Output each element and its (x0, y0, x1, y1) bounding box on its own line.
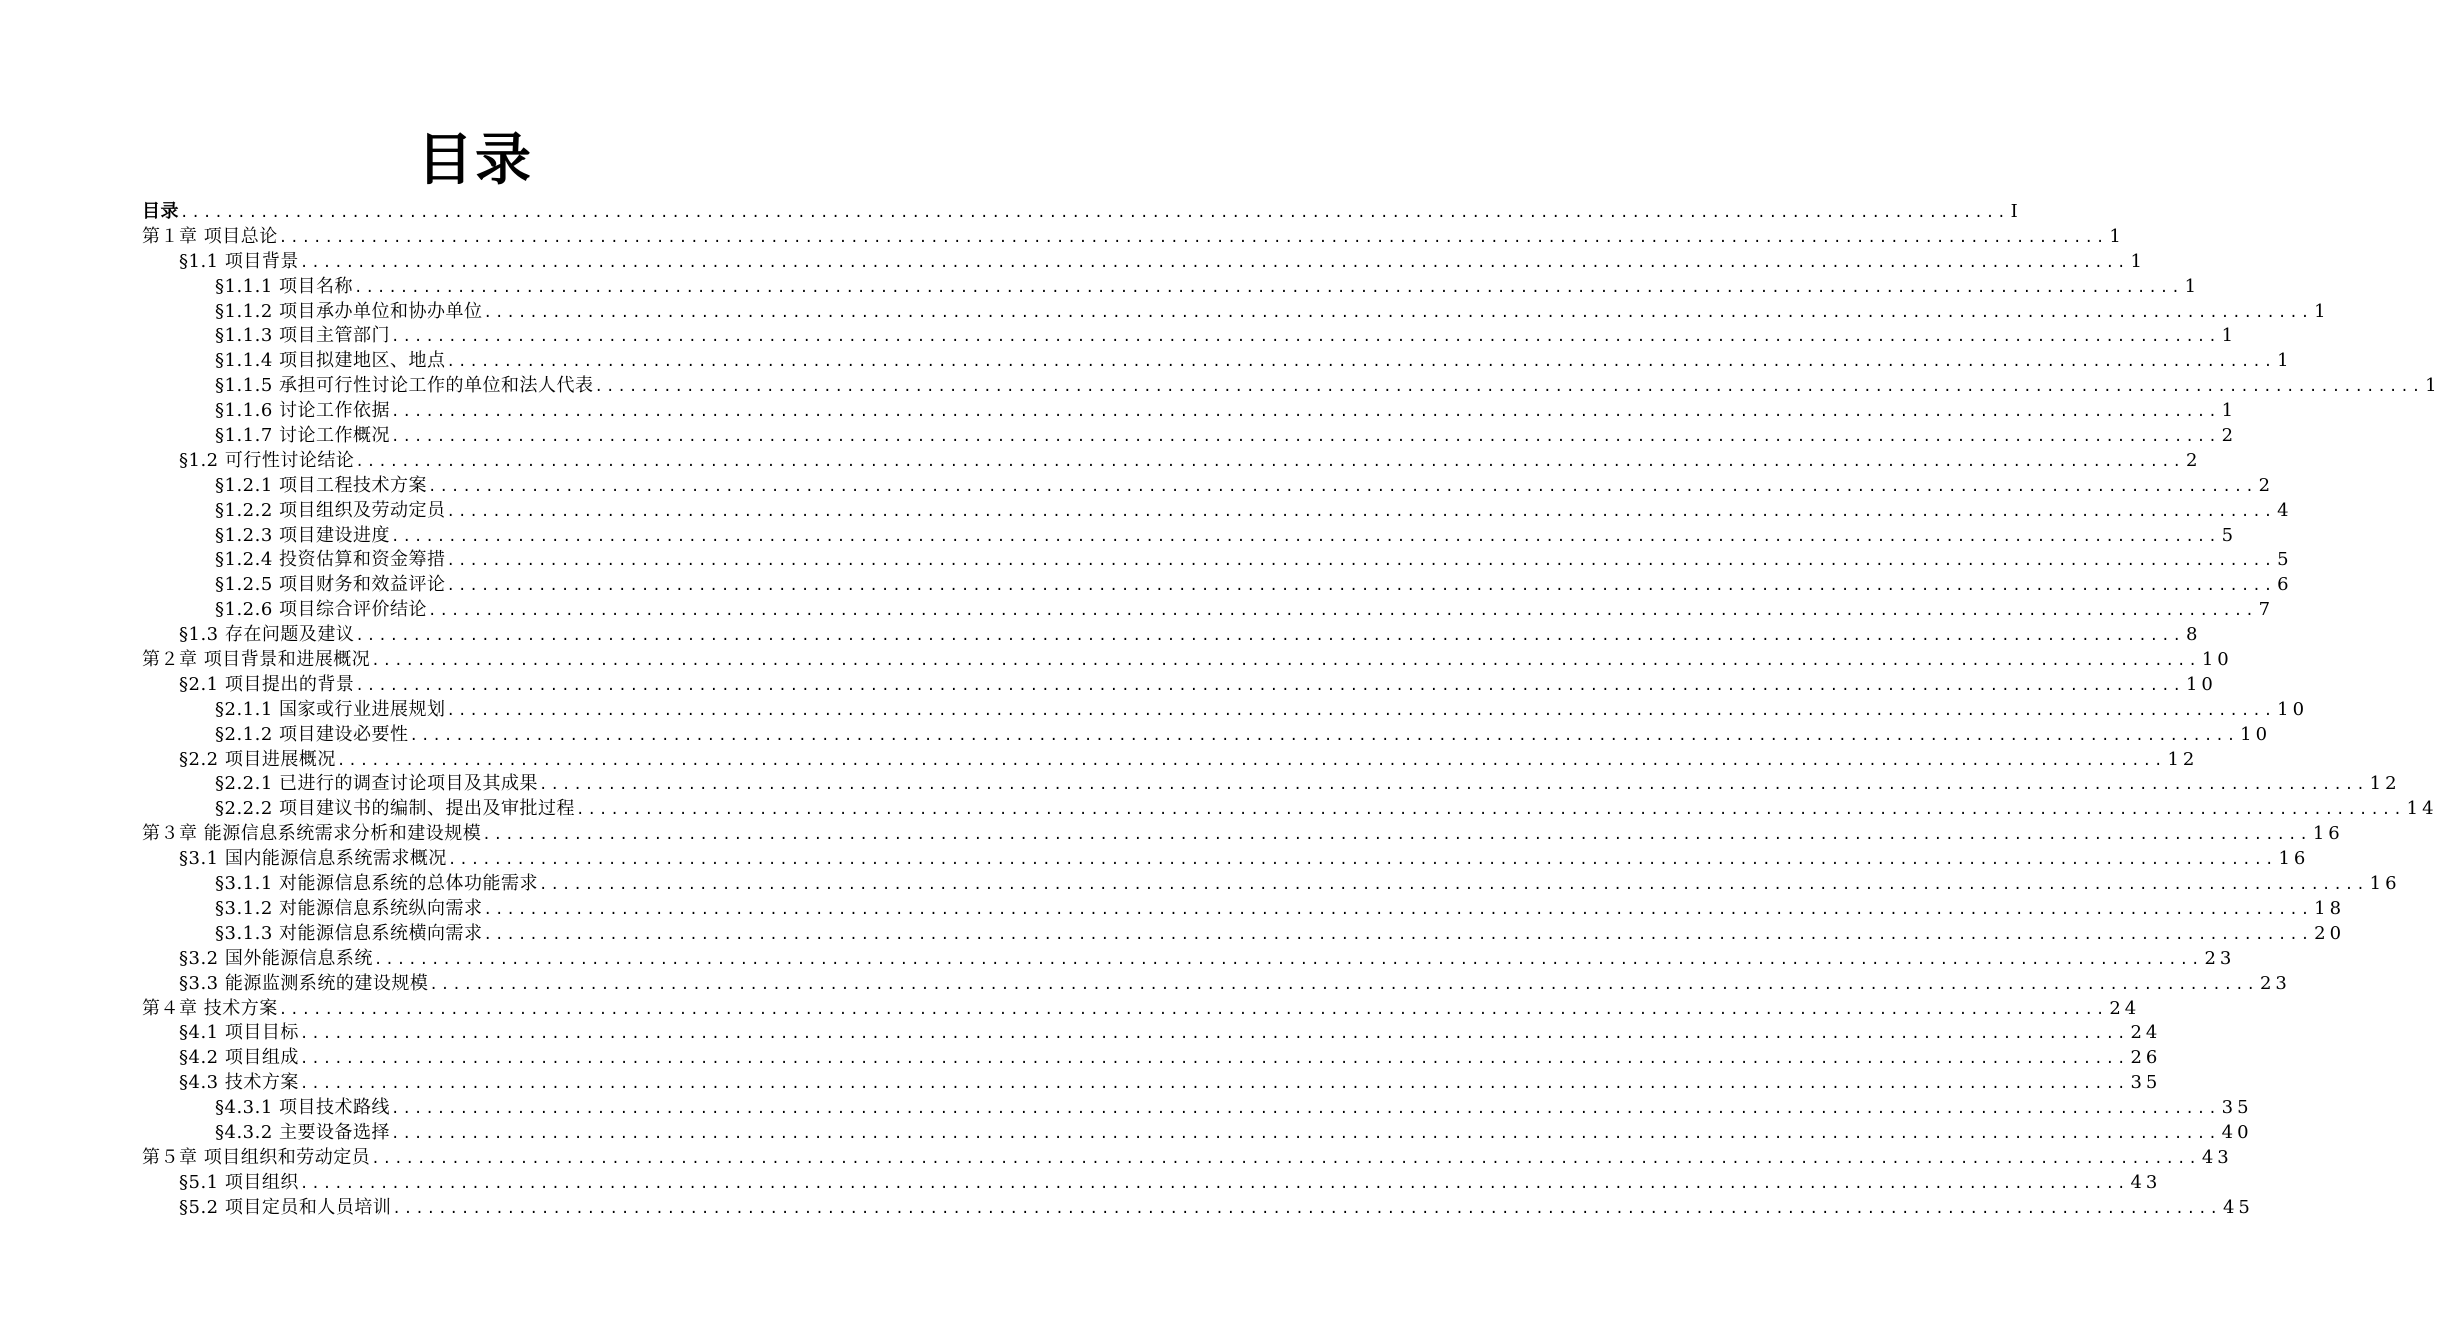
toc-entry-title: §1.2.5 项目财务和效益评论 (215, 574, 446, 596)
toc-entry[interactable] (142, 548, 2293, 573)
toc-page-number: 1 (2425, 375, 2441, 397)
toc-entry[interactable] (142, 922, 2346, 947)
dot-leader: ................................................................................................................................................................ (355, 677, 2184, 694)
toc-entry[interactable] (142, 499, 2293, 524)
toc-entry[interactable] (142, 748, 2199, 773)
toc-entry[interactable] (142, 449, 2202, 474)
dot-leader: ................................................................................................................................................................ (576, 802, 2405, 819)
dot-leader: ................................................................................................................................................................ (446, 578, 2276, 595)
toc-entry-title: §1.1.1 项目名称 (215, 275, 354, 297)
toc-page-number: 2 (2221, 425, 2238, 447)
toc-page-number: 16 (2278, 848, 2310, 870)
dot-leader: ................................................................................................................................................................ (354, 279, 2183, 296)
toc-entry[interactable] (142, 1146, 2233, 1171)
toc-page-number: 14 (2406, 798, 2438, 820)
dot-leader: ................................................................................................................................................................ (278, 229, 2108, 246)
toc-entry-title: §1.1.7 讨论工作概况 (215, 425, 391, 447)
toc-entry-title: 第２章 项目背景和进展概况 (142, 649, 371, 671)
dot-leader: ................................................................................................................................................................ (180, 205, 2009, 221)
dot-leader: ................................................................................................................................................................ (483, 926, 2313, 943)
toc-page-number: 12 (2369, 773, 2401, 795)
toc-page-number: 1 (2221, 400, 2238, 422)
toc-entry-title: §1.1 项目背景 (179, 250, 299, 272)
toc-page-number: 5 (2221, 524, 2238, 546)
toc-page-number: 43 (2130, 1171, 2162, 1193)
toc-page-number: 8 (2185, 624, 2202, 646)
toc-entry-title: §1.1.4 项目拟建地区、地点 (215, 350, 446, 372)
toc-entry[interactable] (142, 200, 2022, 225)
dot-leader: ................................................................................................................................................................ (299, 1051, 2129, 1068)
toc-entry-title: §3.1.2 对能源信息系统纵向需求 (215, 897, 483, 919)
toc-page-number: 6 (2277, 574, 2293, 596)
dot-leader: ................................................................................................................................................................ (373, 951, 2203, 968)
toc-entry[interactable] (142, 374, 2441, 399)
toc-page-number: 4 (2277, 499, 2293, 521)
dot-leader: ................................................................................................................................................................ (391, 1101, 2220, 1118)
toc-entry[interactable] (142, 1121, 2253, 1146)
dot-leader: ................................................................................................................................................................ (482, 827, 2311, 844)
toc-entry[interactable] (142, 399, 2238, 424)
toc-entry[interactable] (142, 822, 2344, 847)
dot-leader: ................................................................................................................................................................ (336, 752, 2166, 769)
dot-leader: ................................................................................................................................................................ (446, 702, 2276, 719)
toc-entry-title: §5.1 项目组织 (179, 1171, 299, 1193)
toc-entry-title: §2.2.1 已进行的调查讨论项目及其成果 (215, 773, 539, 795)
toc-entry-title: §2.2.2 项目建议书的编制、提出及审批过程 (215, 798, 576, 820)
dot-leader: ................................................................................................................................................................ (594, 379, 2424, 396)
dot-leader: ................................................................................................................................................................ (391, 1125, 2220, 1142)
toc-page-number: 23 (2204, 947, 2236, 969)
toc-page-number: 26 (2130, 1047, 2162, 1069)
toc-entry-title: §1.1.3 项目主管部门 (215, 325, 391, 347)
toc-page-number: 1 (2109, 225, 2125, 247)
dot-leader: ................................................................................................................................................................ (409, 727, 2239, 744)
toc-entry-title: §1.2.6 项目综合评价结论 (215, 599, 428, 621)
toc-page-number: 35 (2130, 1072, 2162, 1094)
toc-entry-title: 第５章 项目组织和劳动定员 (142, 1146, 371, 1168)
toc-page-number: 10 (2240, 723, 2272, 745)
dot-leader: ................................................................................................................................................................ (447, 852, 2277, 869)
toc-entry-title: §1.1.2 项目承办单位和协办单位 (215, 300, 483, 322)
toc-page-number: 1 (2314, 300, 2330, 322)
toc-page-number: 10 (2277, 698, 2309, 720)
dot-leader: ................................................................................................................................................................ (299, 1175, 2129, 1192)
dot-leader: ................................................................................................................................................................ (428, 478, 2257, 495)
toc-entry-title: §3.1 国内能源信息系统需求概况 (179, 848, 447, 870)
toc-entry-title: §2.2 项目进展概况 (179, 748, 336, 770)
toc-entry[interactable] (142, 648, 2233, 673)
toc-entry[interactable] (142, 349, 2293, 374)
toc-entry[interactable] (142, 1096, 2253, 1121)
toc-entry-title: §2.1.1 国家或行业进展规划 (215, 698, 446, 720)
dot-leader: ................................................................................................................................................................ (446, 354, 2276, 371)
dot-leader: ................................................................................................................................................................ (278, 1001, 2108, 1018)
toc-entry-title: §1.2.2 项目组织及劳动定员 (215, 499, 446, 521)
toc-page-number: 43 (2201, 1146, 2233, 1168)
toc-entry-title: §3.3 能源监测系统的建设规模 (179, 972, 429, 994)
toc-entry[interactable] (142, 524, 2238, 549)
toc-entry-title: §1.2.4 投资估算和资金筹措 (215, 549, 446, 571)
toc-entry[interactable] (142, 1021, 2162, 1046)
toc-page-number: 1 (2277, 350, 2293, 372)
toc-page-number: 20 (2314, 922, 2346, 944)
toc-page-number: 40 (2221, 1121, 2253, 1143)
toc-entry[interactable] (142, 1171, 2162, 1196)
toc-entry[interactable] (142, 250, 2146, 275)
toc-entry[interactable] (142, 872, 2401, 897)
toc-entry[interactable] (142, 573, 2293, 598)
toc-entry[interactable] (142, 897, 2346, 922)
toc-entry-title: §4.3.2 主要设备选择 (215, 1121, 391, 1143)
dot-leader: ................................................................................................................................................................ (391, 429, 2220, 446)
toc-entry[interactable] (142, 772, 2401, 797)
dot-leader: ................................................................................................................................................................ (483, 304, 2313, 321)
dot-leader: ................................................................................................................................................................ (483, 901, 2313, 918)
toc-entry[interactable] (142, 797, 2438, 822)
toc-page-number: 1 (2130, 250, 2146, 272)
toc-entry-title: 第３章 能源信息系统需求分析和建设规模 (142, 823, 482, 845)
toc-entry-title: §1.1.5 承担可行性讨论工作的单位和法人代表 (215, 375, 594, 397)
dot-leader: ................................................................................................................................................................ (429, 976, 2258, 993)
toc-page-number: 45 (2222, 1196, 2254, 1218)
toc-entry[interactable] (142, 847, 2310, 872)
toc-page-number: 24 (2130, 1022, 2162, 1044)
dot-leader: ................................................................................................................................................................ (539, 777, 2368, 794)
dot-leader: ................................................................................................................................................................ (371, 653, 2200, 670)
toc-page-number: 35 (2221, 1097, 2253, 1119)
toc-entry-title: §2.1.2 项目建设必要性 (215, 723, 409, 745)
toc-entry-title: 第１章 项目总论 (142, 225, 278, 247)
dot-leader: ................................................................................................................................................................ (446, 503, 2276, 520)
toc-page-number: 1 (2221, 325, 2238, 347)
toc-entry-title: §2.1 项目提出的背景 (179, 673, 355, 695)
toc-entry-title: §3.2 国外能源信息系统 (179, 947, 373, 969)
toc-entry-title: §1.2.1 项目工程技术方案 (215, 474, 428, 496)
toc-entry[interactable] (142, 324, 2238, 349)
page-title: 目录 (417, 127, 533, 193)
dot-leader: ................................................................................................................................................................ (299, 254, 2129, 271)
dot-leader: ................................................................................................................................................................ (299, 1026, 2129, 1043)
toc-page-number: 16 (2312, 823, 2344, 845)
toc-page-number: 10 (2201, 649, 2233, 671)
toc-entry[interactable] (142, 424, 2238, 449)
toc-entry[interactable] (142, 972, 2291, 997)
toc-entry[interactable] (142, 673, 2217, 698)
toc-page-number: 7 (2258, 599, 2275, 621)
toc-entry[interactable] (142, 623, 2202, 648)
toc-page-number: 18 (2314, 897, 2346, 919)
toc-page-number: 1 (2184, 275, 2201, 297)
dot-leader: ................................................................................................................................................................ (355, 453, 2184, 470)
dot-leader: ................................................................................................................................................................ (446, 553, 2276, 570)
toc-page-number: 23 (2259, 972, 2291, 994)
dot-leader: ................................................................................................................................................................ (391, 329, 2220, 346)
toc-entry-title: 目录 (142, 201, 179, 222)
toc-entry[interactable] (142, 698, 2309, 723)
toc-page-number: 2 (2185, 449, 2202, 471)
toc-entry[interactable] (142, 225, 2125, 250)
dot-leader: ................................................................................................................................................................ (391, 528, 2220, 545)
toc-entry[interactable] (142, 598, 2275, 623)
toc-entry-title: §4.3 技术方案 (179, 1072, 299, 1094)
toc-page-number: 2 (2258, 474, 2275, 496)
toc-page-number: 16 (2369, 873, 2401, 895)
toc-entry-title: §1.3 存在问题及建议 (179, 624, 355, 646)
toc-entry-title: §1.1.6 讨论工作依据 (215, 400, 391, 422)
toc-entry[interactable] (142, 723, 2272, 748)
toc-entry-title: §1.2.3 项目建设进度 (215, 524, 391, 546)
toc-page-number: 24 (2109, 997, 2141, 1019)
toc-entry[interactable] (142, 300, 2330, 325)
dot-leader: ................................................................................................................................................................ (391, 404, 2220, 421)
toc-entry[interactable] (142, 1196, 2254, 1221)
dot-leader: ................................................................................................................................................................ (539, 877, 2368, 894)
toc-entry[interactable] (142, 947, 2236, 972)
toc-page-number: 12 (2167, 748, 2199, 770)
toc-entry-title: §4.1 项目目标 (179, 1022, 299, 1044)
toc-entry-title: §5.2 项目定员和人员培训 (179, 1196, 392, 1218)
toc-entry-title: 第４章 技术方案 (142, 997, 278, 1019)
dot-leader: ................................................................................................................................................................ (299, 1076, 2129, 1093)
toc-page-number: 10 (2185, 673, 2217, 695)
toc-entry-title: §3.1.1 对能源信息系统的总体功能需求 (215, 873, 539, 895)
dot-leader: ................................................................................................................................................................ (428, 603, 2257, 620)
toc-entry-title: §3.1.3 对能源信息系统横向需求 (215, 922, 483, 944)
toc-entry[interactable] (142, 997, 2141, 1022)
dot-leader: ................................................................................................................................................................ (371, 1150, 2200, 1167)
toc-entry-title: §1.2 可行性讨论结论 (179, 449, 355, 471)
toc-entry[interactable] (142, 474, 2275, 499)
toc-page-number: 5 (2277, 549, 2293, 571)
dot-leader: ................................................................................................................................................................ (355, 628, 2184, 645)
toc-entry[interactable] (142, 1046, 2162, 1071)
toc-entry-title: §4.3.1 项目技术路线 (215, 1097, 391, 1119)
toc-entry[interactable] (142, 1071, 2162, 1096)
toc-entry[interactable] (142, 275, 2201, 300)
dot-leader: ................................................................................................................................................................ (392, 1200, 2221, 1217)
toc-page-number: I (2010, 201, 2022, 222)
toc-entry-title: §4.2 项目组成 (179, 1047, 299, 1069)
table-of-contents (142, 200, 2441, 1221)
